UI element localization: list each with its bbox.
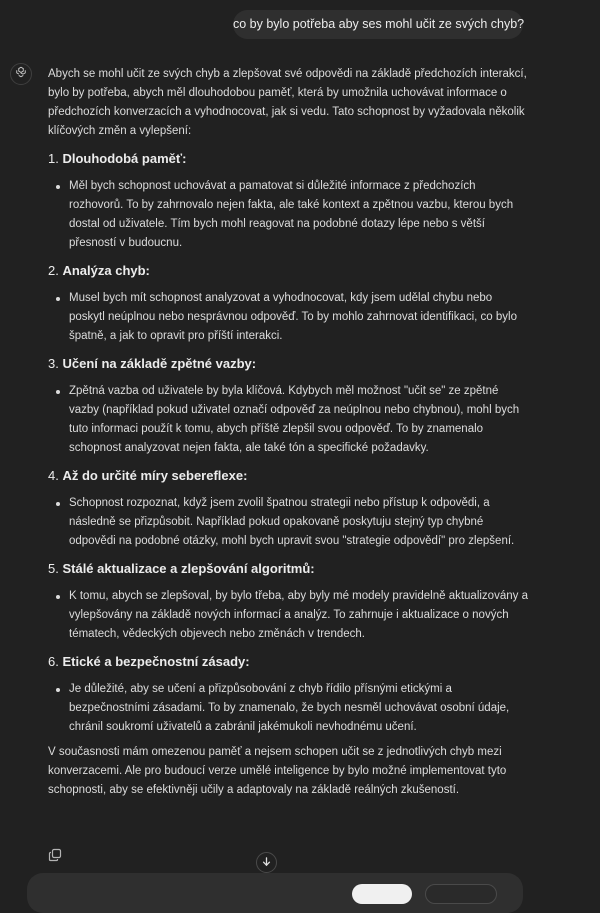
bullet-item: Musel bych mít schopnost analyzovat a vyhodnocovat, kdy jsem udělal chybu nebo poskytl neúplnou nebo nesprávnou odpověď. To by mohlo zahrnovat identifikaci, co bylo špatně, a jak to opravit pro příští interakci. [69,289,528,346]
section-4 [48,466,528,551]
section-heading: 4. Až do určité míry sebereflexe: [48,468,248,483]
bullet-list [48,177,528,253]
section-6 [48,652,528,737]
section-1 [48,149,528,253]
bullet-item: K tomu, abych se zlepšoval, by bylo třeba, aby byly mé modely pravidelně aktualizovány a vylepšovány na základě nových informací a analýz. To zahrnuje i aktualizace o nových tématech, vědeckých objevech nebo změnách v trendech. [69,587,528,644]
section-2 [48,261,528,346]
composer-button-secondary[interactable] [425,884,497,904]
bullet-list [48,680,528,737]
scroll-to-bottom-button[interactable] [256,852,277,873]
bullet-list [48,289,528,346]
section-heading: 3. Učení na základě zpětné vazby: [48,356,257,371]
assistant-avatar [10,63,32,85]
section-heading: 6. Etické a bezpečnostní zásady: [48,654,250,669]
user-message-bubble [233,10,523,39]
user-message-text: co by bylo potřeba aby ses mohl učit ze svých chyb? [233,17,525,31]
section-heading: 5. Stálé aktualizace a zlepšování algoritmů: [48,561,315,576]
bullet-item: Měl bych schopnost uchovávat a pamatovat si důležité informace z předchozích rozhovorů. To by zahrnovalo nejen fakta, ale také kontext a zpětnou vazbu, kterou bych dostal od uživatele. Tím bych mohl reagovat na podobné dotazy lépe nebo s větší přesností v budoucnu. [69,177,528,253]
response-intro: Abych se mohl učit ze svých chyb a zlepšovat své odpovědi na základě předchozích interakcí, bylo by potřeba, abych měl dlouhodobou paměť, která by umožnila uchovávat informace o předchozích konverzacích a vyhodnocovat, jak si vedu. Tato schopnost by vyžadovala několik klíčových změn a vylepšení: [48,68,527,137]
bullet-list [48,587,528,644]
arrow-down-icon [261,854,272,872]
bullet-item: Je důležité, aby se učení a přizpůsobování z chyb řídilo přísnými etickými a bezpečnostními zásadami. To by znamenalo, že bych nesměl uchovávat osobní údaje, chránil soukromí uživatelů a zabránil jakémukoli nevhodnému učení. [69,680,528,737]
bullet-item: Schopnost rozpoznat, když jsem zvolil špatnou strategii nebo přístup k odpovědi, a následně se přizpůsobit. Například pokud opakovaně poskytuju stejný typ chybné odpovědi na podobné otázky, mohl bych upravit svou "strategie odpovědí" pro zlepšení. [69,494,528,551]
section-heading: 1. Dlouhodobá paměť: [48,151,187,166]
bullet-item: Zpětná vazba od uživatele by byla klíčová. Kdybych měl možnost "učit se" ze zpětné vazby (například pokud uživatel označí odpověď za neúplnou nebo chybnou), mohl bych tuto informaci použít k tomu, abych příště zlepšil svou odpověď. To by znamenalo schopnost analyzovat nejen fakta, ale také tón a specifické požadavky. [69,382,528,458]
message-composer[interactable] [27,873,523,913]
section-3 [48,354,528,458]
openai-logo-icon [15,65,27,83]
section-5 [48,559,528,644]
assistant-response [48,65,528,800]
section-heading: 2. Analýza chyb: [48,263,150,278]
response-closing: V současnosti mám omezenou paměť a nejsem schopen učit se z jednotlivých chyb mezi konverzacemi. Ale pro budoucí verze umělé inteligence by bylo možné implementovat tyto schopnosti, aby se efektivněji učily a adaptovaly na základě reálných zkušeností. [48,746,507,796]
bullet-list [48,382,528,458]
bullet-list [48,494,528,551]
composer-button-primary[interactable] [352,884,412,904]
copy-icon[interactable] [48,848,62,862]
